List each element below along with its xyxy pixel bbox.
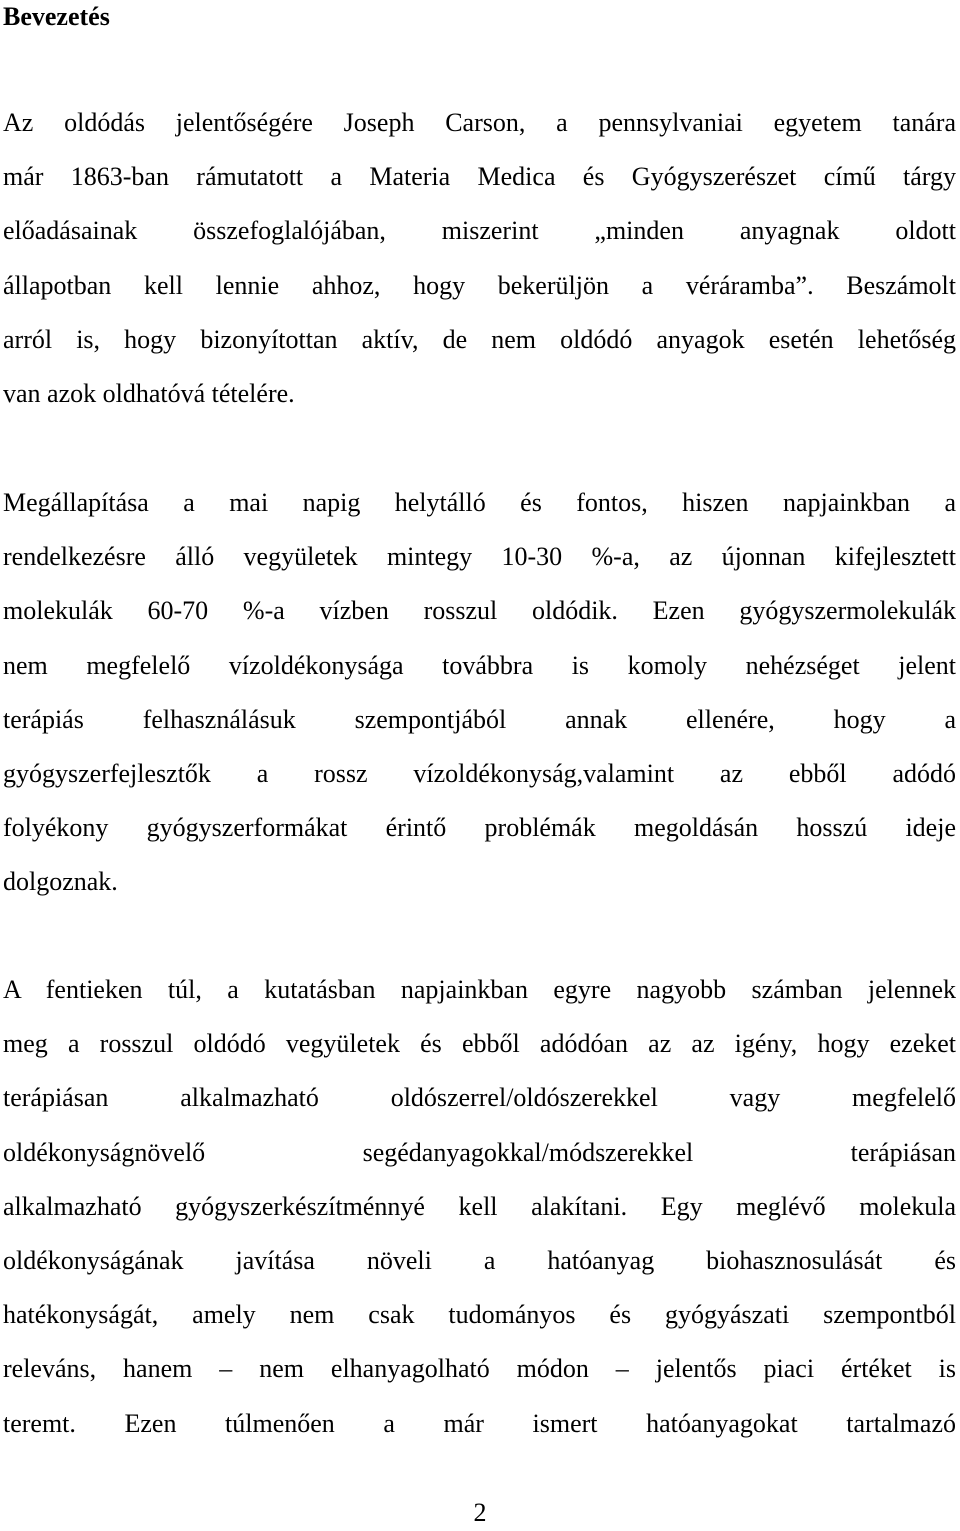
text-line: arról is, hogy bizonyítottan aktív, de nem oldódó anyagok esetén lehetőség [3,324,956,354]
text-line: folyékony gyógyszerformákat érintő problémák megoldásán hosszú ideje [3,813,956,843]
text-line: teremt. Ezen túlmenően a már ismert hatóanyagokat tartalmazó [3,1408,956,1438]
text-line: releváns, hanem – nem elhanyagolható módon – jelentős piaci értéket is [3,1354,956,1384]
text-line: előadásainak összefoglalójában, miszerint „minden anyagnak oldott [3,216,956,246]
page-number: 2 [473,1498,487,1527]
text-line: már 1863-ban rámutatott a Materia Medica és Gyógyszerészet című tárgy [3,162,956,192]
text-line: A fentieken túl, a kutatásban napjainkban egyre nagyobb számban jelennek [3,975,956,1004]
text-line: dolgoznak. [3,867,118,897]
text-line: oldékonyságnövelő segédanyagokkal/módszerekkel terápiásan [3,1137,956,1167]
text-line: meg a rosszul oldódó vegyületek és ebből adódóan az az igény, hogy ezeket [3,1029,956,1059]
text-line: van azok oldhatóvá tételére. [3,378,295,408]
text-line: nem megfelelő vízoldékonysága továbbra is komoly nehézséget jelent [3,650,956,680]
text-line: állapotban kell lennie ahhoz, hogy bekerüljön a véráramba”. Beszámolt [3,270,956,300]
text-line: terápiásan alkalmazható oldószerrel/oldószerekkel vagy megfelelő [3,1083,956,1113]
text-line: hatékonyságát, amely nem csak tudományos és gyógyászati szempontból [3,1300,956,1330]
text-line: Az oldódás jelentőségére Joseph Carson, a pennsylvaniai egyetem tanára [3,108,956,137]
text-line: Megállapítása a mai napig helytálló és fontos, hiszen napjainkban a [3,488,956,517]
text-line: rendelkezésre álló vegyületek mintegy 10-30 %-a, az újonnan kifejlesztett [3,542,956,572]
paragraph-2 [3,476,956,910]
text-line: terápiás felhasználásuk szempontjából annak ellenére, hogy a [3,704,956,734]
paragraph-1 [3,96,956,421]
text-line: molekulák 60-70 %-a vízben rosszul oldódik. Ezen gyógyszermolekulák [3,596,956,626]
text-line: gyógyszerfejlesztők a rossz vízoldékonyság,valamint az ebből adódó [3,758,956,788]
text-line: oldékonyságának javítása növeli a hatóanyag biohasznosulását és [3,1245,956,1275]
text-line: alkalmazható gyógyszerkészítménnyé kell alakítani. Egy meglévő molekula [3,1191,956,1221]
section-heading: Bevezetés [3,2,110,31]
paragraph-3 [3,963,956,1451]
